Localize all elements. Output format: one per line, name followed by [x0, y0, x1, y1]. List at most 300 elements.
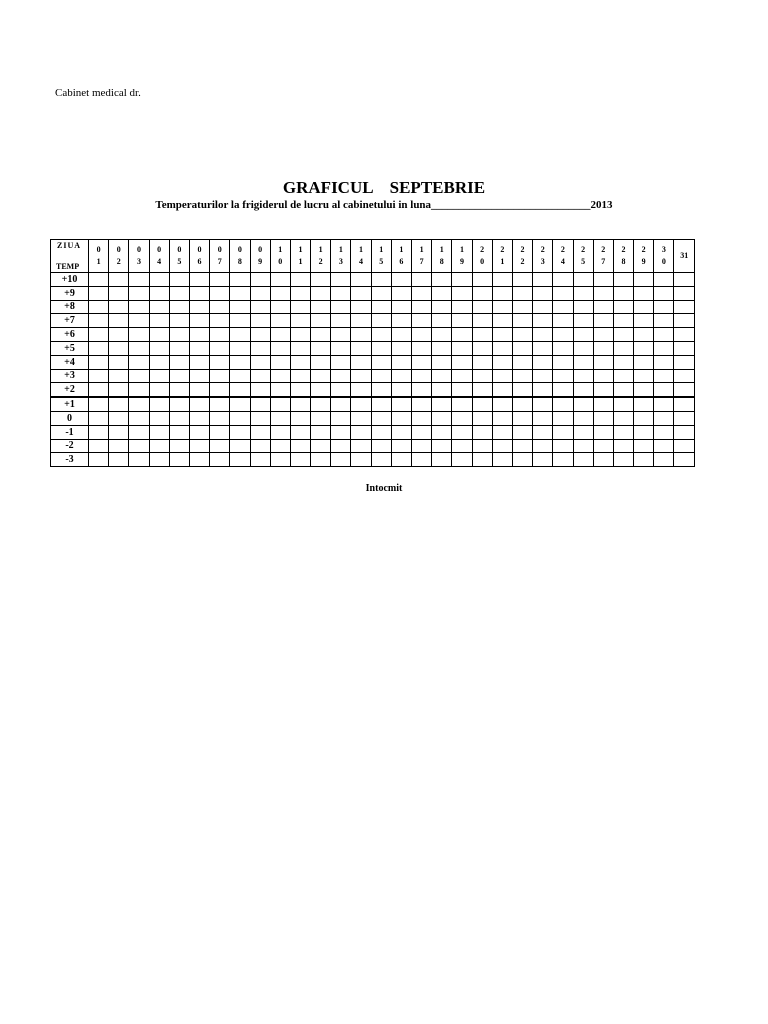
grid-cell[interactable] [189, 300, 209, 314]
grid-cell[interactable] [573, 453, 593, 467]
grid-cell[interactable] [210, 425, 230, 439]
grid-cell[interactable] [270, 425, 290, 439]
grid-cell[interactable] [472, 439, 492, 453]
grid-cell[interactable] [573, 397, 593, 411]
grid-cell[interactable] [634, 273, 654, 287]
grid-cell[interactable] [290, 383, 310, 397]
grid-cell[interactable] [412, 397, 432, 411]
grid-cell[interactable] [492, 355, 512, 369]
grid-cell[interactable] [533, 453, 553, 467]
grid-cell[interactable] [351, 369, 371, 383]
grid-cell[interactable] [553, 383, 573, 397]
grid-cell[interactable] [674, 300, 695, 314]
grid-cell[interactable] [109, 314, 129, 328]
grid-cell[interactable] [512, 286, 532, 300]
grid-cell[interactable] [492, 341, 512, 355]
grid-cell[interactable] [210, 453, 230, 467]
grid-cell[interactable] [311, 383, 331, 397]
grid-cell[interactable] [210, 355, 230, 369]
grid-cell[interactable] [371, 286, 391, 300]
grid-cell[interactable] [250, 425, 270, 439]
grid-cell[interactable] [230, 369, 250, 383]
grid-cell[interactable] [573, 411, 593, 425]
grid-cell[interactable] [371, 439, 391, 453]
grid-cell[interactable] [472, 355, 492, 369]
grid-cell[interactable] [432, 328, 452, 342]
grid-cell[interactable] [351, 411, 371, 425]
grid-cell[interactable] [351, 397, 371, 411]
grid-cell[interactable] [230, 286, 250, 300]
grid-cell[interactable] [89, 286, 109, 300]
grid-cell[interactable] [290, 300, 310, 314]
grid-cell[interactable] [573, 273, 593, 287]
grid-cell[interactable] [169, 355, 189, 369]
grid-cell[interactable] [391, 328, 411, 342]
grid-cell[interactable] [149, 286, 169, 300]
grid-cell[interactable] [129, 439, 149, 453]
grid-cell[interactable] [654, 286, 674, 300]
grid-cell[interactable] [129, 314, 149, 328]
grid-cell[interactable] [311, 328, 331, 342]
grid-cell[interactable] [169, 425, 189, 439]
grid-cell[interactable] [452, 411, 472, 425]
grid-cell[interactable] [432, 273, 452, 287]
grid-cell[interactable] [593, 300, 613, 314]
grid-cell[interactable] [331, 383, 351, 397]
grid-cell[interactable] [432, 397, 452, 411]
grid-cell[interactable] [593, 425, 613, 439]
grid-cell[interactable] [472, 397, 492, 411]
grid-cell[interactable] [109, 355, 129, 369]
grid-cell[interactable] [311, 369, 331, 383]
grid-cell[interactable] [573, 383, 593, 397]
grid-cell[interactable] [210, 300, 230, 314]
grid-cell[interactable] [351, 300, 371, 314]
grid-cell[interactable] [492, 439, 512, 453]
grid-cell[interactable] [593, 453, 613, 467]
grid-cell[interactable] [492, 383, 512, 397]
grid-cell[interactable] [593, 355, 613, 369]
grid-cell[interactable] [391, 397, 411, 411]
grid-cell[interactable] [210, 397, 230, 411]
grid-cell[interactable] [634, 355, 654, 369]
grid-cell[interactable] [89, 425, 109, 439]
grid-cell[interactable] [250, 328, 270, 342]
grid-cell[interactable] [472, 383, 492, 397]
grid-cell[interactable] [250, 314, 270, 328]
grid-cell[interactable] [553, 355, 573, 369]
grid-cell[interactable] [553, 328, 573, 342]
grid-cell[interactable] [311, 341, 331, 355]
grid-cell[interactable] [270, 341, 290, 355]
grid-cell[interactable] [290, 328, 310, 342]
grid-cell[interactable] [270, 273, 290, 287]
grid-cell[interactable] [129, 411, 149, 425]
grid-cell[interactable] [593, 328, 613, 342]
grid-cell[interactable] [230, 439, 250, 453]
grid-cell[interactable] [412, 300, 432, 314]
grid-cell[interactable] [89, 355, 109, 369]
grid-cell[interactable] [331, 397, 351, 411]
grid-cell[interactable] [371, 383, 391, 397]
grid-cell[interactable] [270, 369, 290, 383]
grid-cell[interactable] [230, 341, 250, 355]
grid-cell[interactable] [149, 425, 169, 439]
grid-cell[interactable] [654, 273, 674, 287]
grid-cell[interactable] [553, 286, 573, 300]
grid-cell[interactable] [452, 300, 472, 314]
grid-cell[interactable] [533, 355, 553, 369]
grid-cell[interactable] [593, 369, 613, 383]
grid-cell[interactable] [371, 300, 391, 314]
grid-cell[interactable] [452, 273, 472, 287]
grid-cell[interactable] [169, 453, 189, 467]
grid-cell[interactable] [533, 328, 553, 342]
grid-cell[interactable] [250, 355, 270, 369]
grid-cell[interactable] [311, 300, 331, 314]
grid-cell[interactable] [351, 453, 371, 467]
grid-cell[interactable] [290, 411, 310, 425]
grid-cell[interactable] [351, 314, 371, 328]
grid-cell[interactable] [169, 286, 189, 300]
grid-cell[interactable] [472, 300, 492, 314]
grid-cell[interactable] [270, 355, 290, 369]
grid-cell[interactable] [613, 355, 633, 369]
grid-cell[interactable] [210, 439, 230, 453]
grid-cell[interactable] [472, 341, 492, 355]
grid-cell[interactable] [270, 453, 290, 467]
grid-cell[interactable] [371, 411, 391, 425]
grid-cell[interactable] [230, 425, 250, 439]
grid-cell[interactable] [210, 273, 230, 287]
grid-cell[interactable] [533, 314, 553, 328]
grid-cell[interactable] [391, 314, 411, 328]
grid-cell[interactable] [654, 425, 674, 439]
grid-cell[interactable] [512, 341, 532, 355]
grid-cell[interactable] [290, 397, 310, 411]
grid-cell[interactable] [331, 425, 351, 439]
grid-cell[interactable] [331, 355, 351, 369]
grid-cell[interactable] [331, 328, 351, 342]
grid-cell[interactable] [452, 328, 472, 342]
grid-cell[interactable] [654, 369, 674, 383]
grid-cell[interactable] [391, 383, 411, 397]
grid-cell[interactable] [351, 341, 371, 355]
grid-cell[interactable] [654, 453, 674, 467]
grid-cell[interactable] [412, 425, 432, 439]
grid-cell[interactable] [290, 286, 310, 300]
grid-cell[interactable] [391, 439, 411, 453]
grid-cell[interactable] [270, 328, 290, 342]
grid-cell[interactable] [593, 439, 613, 453]
grid-cell[interactable] [351, 286, 371, 300]
grid-cell[interactable] [634, 411, 654, 425]
grid-cell[interactable] [452, 453, 472, 467]
grid-cell[interactable] [674, 369, 695, 383]
grid-cell[interactable] [169, 411, 189, 425]
grid-cell[interactable] [149, 355, 169, 369]
grid-cell[interactable] [290, 355, 310, 369]
grid-cell[interactable] [432, 355, 452, 369]
grid-cell[interactable] [432, 383, 452, 397]
grid-cell[interactable] [512, 383, 532, 397]
grid-cell[interactable] [230, 355, 250, 369]
grid-cell[interactable] [654, 411, 674, 425]
grid-cell[interactable] [89, 397, 109, 411]
grid-cell[interactable] [613, 383, 633, 397]
grid-cell[interactable] [89, 453, 109, 467]
grid-cell[interactable] [331, 273, 351, 287]
grid-cell[interactable] [331, 314, 351, 328]
grid-cell[interactable] [573, 369, 593, 383]
grid-cell[interactable] [472, 273, 492, 287]
grid-cell[interactable] [109, 369, 129, 383]
grid-cell[interactable] [169, 383, 189, 397]
grid-cell[interactable] [149, 300, 169, 314]
grid-cell[interactable] [311, 453, 331, 467]
grid-cell[interactable] [391, 453, 411, 467]
grid-cell[interactable] [129, 355, 149, 369]
grid-cell[interactable] [189, 397, 209, 411]
grid-cell[interactable] [533, 383, 553, 397]
grid-cell[interactable] [634, 425, 654, 439]
grid-cell[interactable] [371, 355, 391, 369]
grid-cell[interactable] [311, 439, 331, 453]
grid-cell[interactable] [169, 314, 189, 328]
grid-cell[interactable] [492, 300, 512, 314]
grid-cell[interactable] [553, 397, 573, 411]
grid-cell[interactable] [634, 328, 654, 342]
grid-cell[interactable] [371, 314, 391, 328]
grid-cell[interactable] [573, 286, 593, 300]
grid-cell[interactable] [351, 439, 371, 453]
grid-cell[interactable] [371, 453, 391, 467]
grid-cell[interactable] [270, 286, 290, 300]
grid-cell[interactable] [89, 383, 109, 397]
grid-cell[interactable] [593, 286, 613, 300]
grid-cell[interactable] [391, 341, 411, 355]
grid-cell[interactable] [412, 314, 432, 328]
grid-cell[interactable] [331, 411, 351, 425]
grid-cell[interactable] [613, 411, 633, 425]
grid-cell[interactable] [250, 453, 270, 467]
grid-cell[interactable] [452, 341, 472, 355]
grid-cell[interactable] [613, 453, 633, 467]
grid-cell[interactable] [290, 314, 310, 328]
grid-cell[interactable] [613, 397, 633, 411]
grid-cell[interactable] [593, 411, 613, 425]
grid-cell[interactable] [452, 383, 472, 397]
grid-cell[interactable] [472, 328, 492, 342]
grid-cell[interactable] [613, 425, 633, 439]
grid-cell[interactable] [452, 439, 472, 453]
grid-cell[interactable] [674, 425, 695, 439]
grid-cell[interactable] [129, 286, 149, 300]
grid-cell[interactable] [189, 314, 209, 328]
grid-cell[interactable] [230, 383, 250, 397]
grid-cell[interactable] [492, 273, 512, 287]
grid-cell[interactable] [149, 397, 169, 411]
grid-cell[interactable] [533, 286, 553, 300]
grid-cell[interactable] [533, 411, 553, 425]
grid-cell[interactable] [634, 397, 654, 411]
grid-cell[interactable] [674, 314, 695, 328]
grid-cell[interactable] [169, 439, 189, 453]
grid-cell[interactable] [270, 314, 290, 328]
grid-cell[interactable] [89, 369, 109, 383]
grid-cell[interactable] [613, 300, 633, 314]
grid-cell[interactable] [573, 328, 593, 342]
grid-cell[interactable] [654, 397, 674, 411]
grid-cell[interactable] [593, 383, 613, 397]
grid-cell[interactable] [210, 314, 230, 328]
grid-cell[interactable] [613, 439, 633, 453]
grid-cell[interactable] [412, 286, 432, 300]
grid-cell[interactable] [492, 453, 512, 467]
grid-cell[interactable] [230, 314, 250, 328]
grid-cell[interactable] [512, 453, 532, 467]
grid-cell[interactable] [432, 300, 452, 314]
grid-cell[interactable] [351, 425, 371, 439]
grid-cell[interactable] [593, 273, 613, 287]
grid-cell[interactable] [391, 369, 411, 383]
grid-cell[interactable] [270, 397, 290, 411]
grid-cell[interactable] [432, 286, 452, 300]
grid-cell[interactable] [452, 286, 472, 300]
grid-cell[interactable] [169, 397, 189, 411]
grid-cell[interactable] [432, 425, 452, 439]
grid-cell[interactable] [492, 411, 512, 425]
grid-cell[interactable] [210, 328, 230, 342]
grid-cell[interactable] [492, 314, 512, 328]
grid-cell[interactable] [129, 383, 149, 397]
grid-cell[interactable] [351, 355, 371, 369]
grid-cell[interactable] [593, 314, 613, 328]
grid-cell[interactable] [189, 411, 209, 425]
grid-cell[interactable] [189, 453, 209, 467]
grid-cell[interactable] [674, 341, 695, 355]
grid-cell[interactable] [331, 341, 351, 355]
grid-cell[interactable] [674, 328, 695, 342]
grid-cell[interactable] [452, 397, 472, 411]
grid-cell[interactable] [189, 286, 209, 300]
grid-cell[interactable] [230, 397, 250, 411]
grid-cell[interactable] [613, 314, 633, 328]
grid-cell[interactable] [553, 273, 573, 287]
grid-cell[interactable] [89, 411, 109, 425]
grid-cell[interactable] [109, 397, 129, 411]
grid-cell[interactable] [553, 439, 573, 453]
grid-cell[interactable] [371, 341, 391, 355]
grid-cell[interactable] [189, 341, 209, 355]
grid-cell[interactable] [129, 341, 149, 355]
grid-cell[interactable] [189, 439, 209, 453]
grid-cell[interactable] [210, 341, 230, 355]
grid-cell[interactable] [674, 397, 695, 411]
grid-cell[interactable] [654, 383, 674, 397]
grid-cell[interactable] [472, 369, 492, 383]
grid-cell[interactable] [149, 411, 169, 425]
grid-cell[interactable] [149, 439, 169, 453]
grid-cell[interactable] [412, 273, 432, 287]
grid-cell[interactable] [412, 453, 432, 467]
grid-cell[interactable] [331, 453, 351, 467]
grid-cell[interactable] [553, 411, 573, 425]
grid-cell[interactable] [129, 328, 149, 342]
grid-cell[interactable] [512, 369, 532, 383]
grid-cell[interactable] [250, 300, 270, 314]
grid-cell[interactable] [533, 273, 553, 287]
grid-cell[interactable] [270, 300, 290, 314]
grid-cell[interactable] [412, 328, 432, 342]
grid-cell[interactable] [270, 411, 290, 425]
grid-cell[interactable] [654, 355, 674, 369]
grid-cell[interactable] [573, 355, 593, 369]
grid-cell[interactable] [472, 453, 492, 467]
grid-cell[interactable] [109, 273, 129, 287]
grid-cell[interactable] [250, 341, 270, 355]
grid-cell[interactable] [613, 369, 633, 383]
grid-cell[interactable] [472, 314, 492, 328]
grid-cell[interactable] [412, 383, 432, 397]
grid-cell[interactable] [573, 425, 593, 439]
grid-cell[interactable] [452, 314, 472, 328]
grid-cell[interactable] [472, 425, 492, 439]
grid-cell[interactable] [553, 341, 573, 355]
grid-cell[interactable] [512, 300, 532, 314]
grid-cell[interactable] [512, 439, 532, 453]
grid-cell[interactable] [371, 369, 391, 383]
grid-cell[interactable] [149, 314, 169, 328]
grid-cell[interactable] [331, 286, 351, 300]
grid-cell[interactable] [109, 328, 129, 342]
grid-cell[interactable] [674, 411, 695, 425]
grid-cell[interactable] [512, 397, 532, 411]
grid-cell[interactable] [452, 425, 472, 439]
grid-cell[interactable] [674, 286, 695, 300]
grid-cell[interactable] [109, 453, 129, 467]
grid-cell[interactable] [593, 341, 613, 355]
grid-cell[interactable] [109, 286, 129, 300]
grid-cell[interactable] [129, 369, 149, 383]
grid-cell[interactable] [250, 411, 270, 425]
grid-cell[interactable] [230, 328, 250, 342]
grid-cell[interactable] [512, 328, 532, 342]
grid-cell[interactable] [512, 314, 532, 328]
grid-cell[interactable] [432, 369, 452, 383]
grid-cell[interactable] [472, 286, 492, 300]
grid-cell[interactable] [290, 273, 310, 287]
grid-cell[interactable] [129, 300, 149, 314]
grid-cell[interactable] [553, 300, 573, 314]
grid-cell[interactable] [553, 369, 573, 383]
grid-cell[interactable] [230, 273, 250, 287]
grid-cell[interactable] [391, 273, 411, 287]
grid-cell[interactable] [412, 369, 432, 383]
grid-cell[interactable] [492, 397, 512, 411]
grid-cell[interactable] [634, 314, 654, 328]
grid-cell[interactable] [109, 300, 129, 314]
grid-cell[interactable] [109, 383, 129, 397]
grid-cell[interactable] [290, 439, 310, 453]
grid-cell[interactable] [512, 411, 532, 425]
grid-cell[interactable] [654, 328, 674, 342]
grid-cell[interactable] [533, 369, 553, 383]
grid-cell[interactable] [573, 341, 593, 355]
grid-cell[interactable] [270, 383, 290, 397]
grid-cell[interactable] [412, 439, 432, 453]
grid-cell[interactable] [634, 439, 654, 453]
